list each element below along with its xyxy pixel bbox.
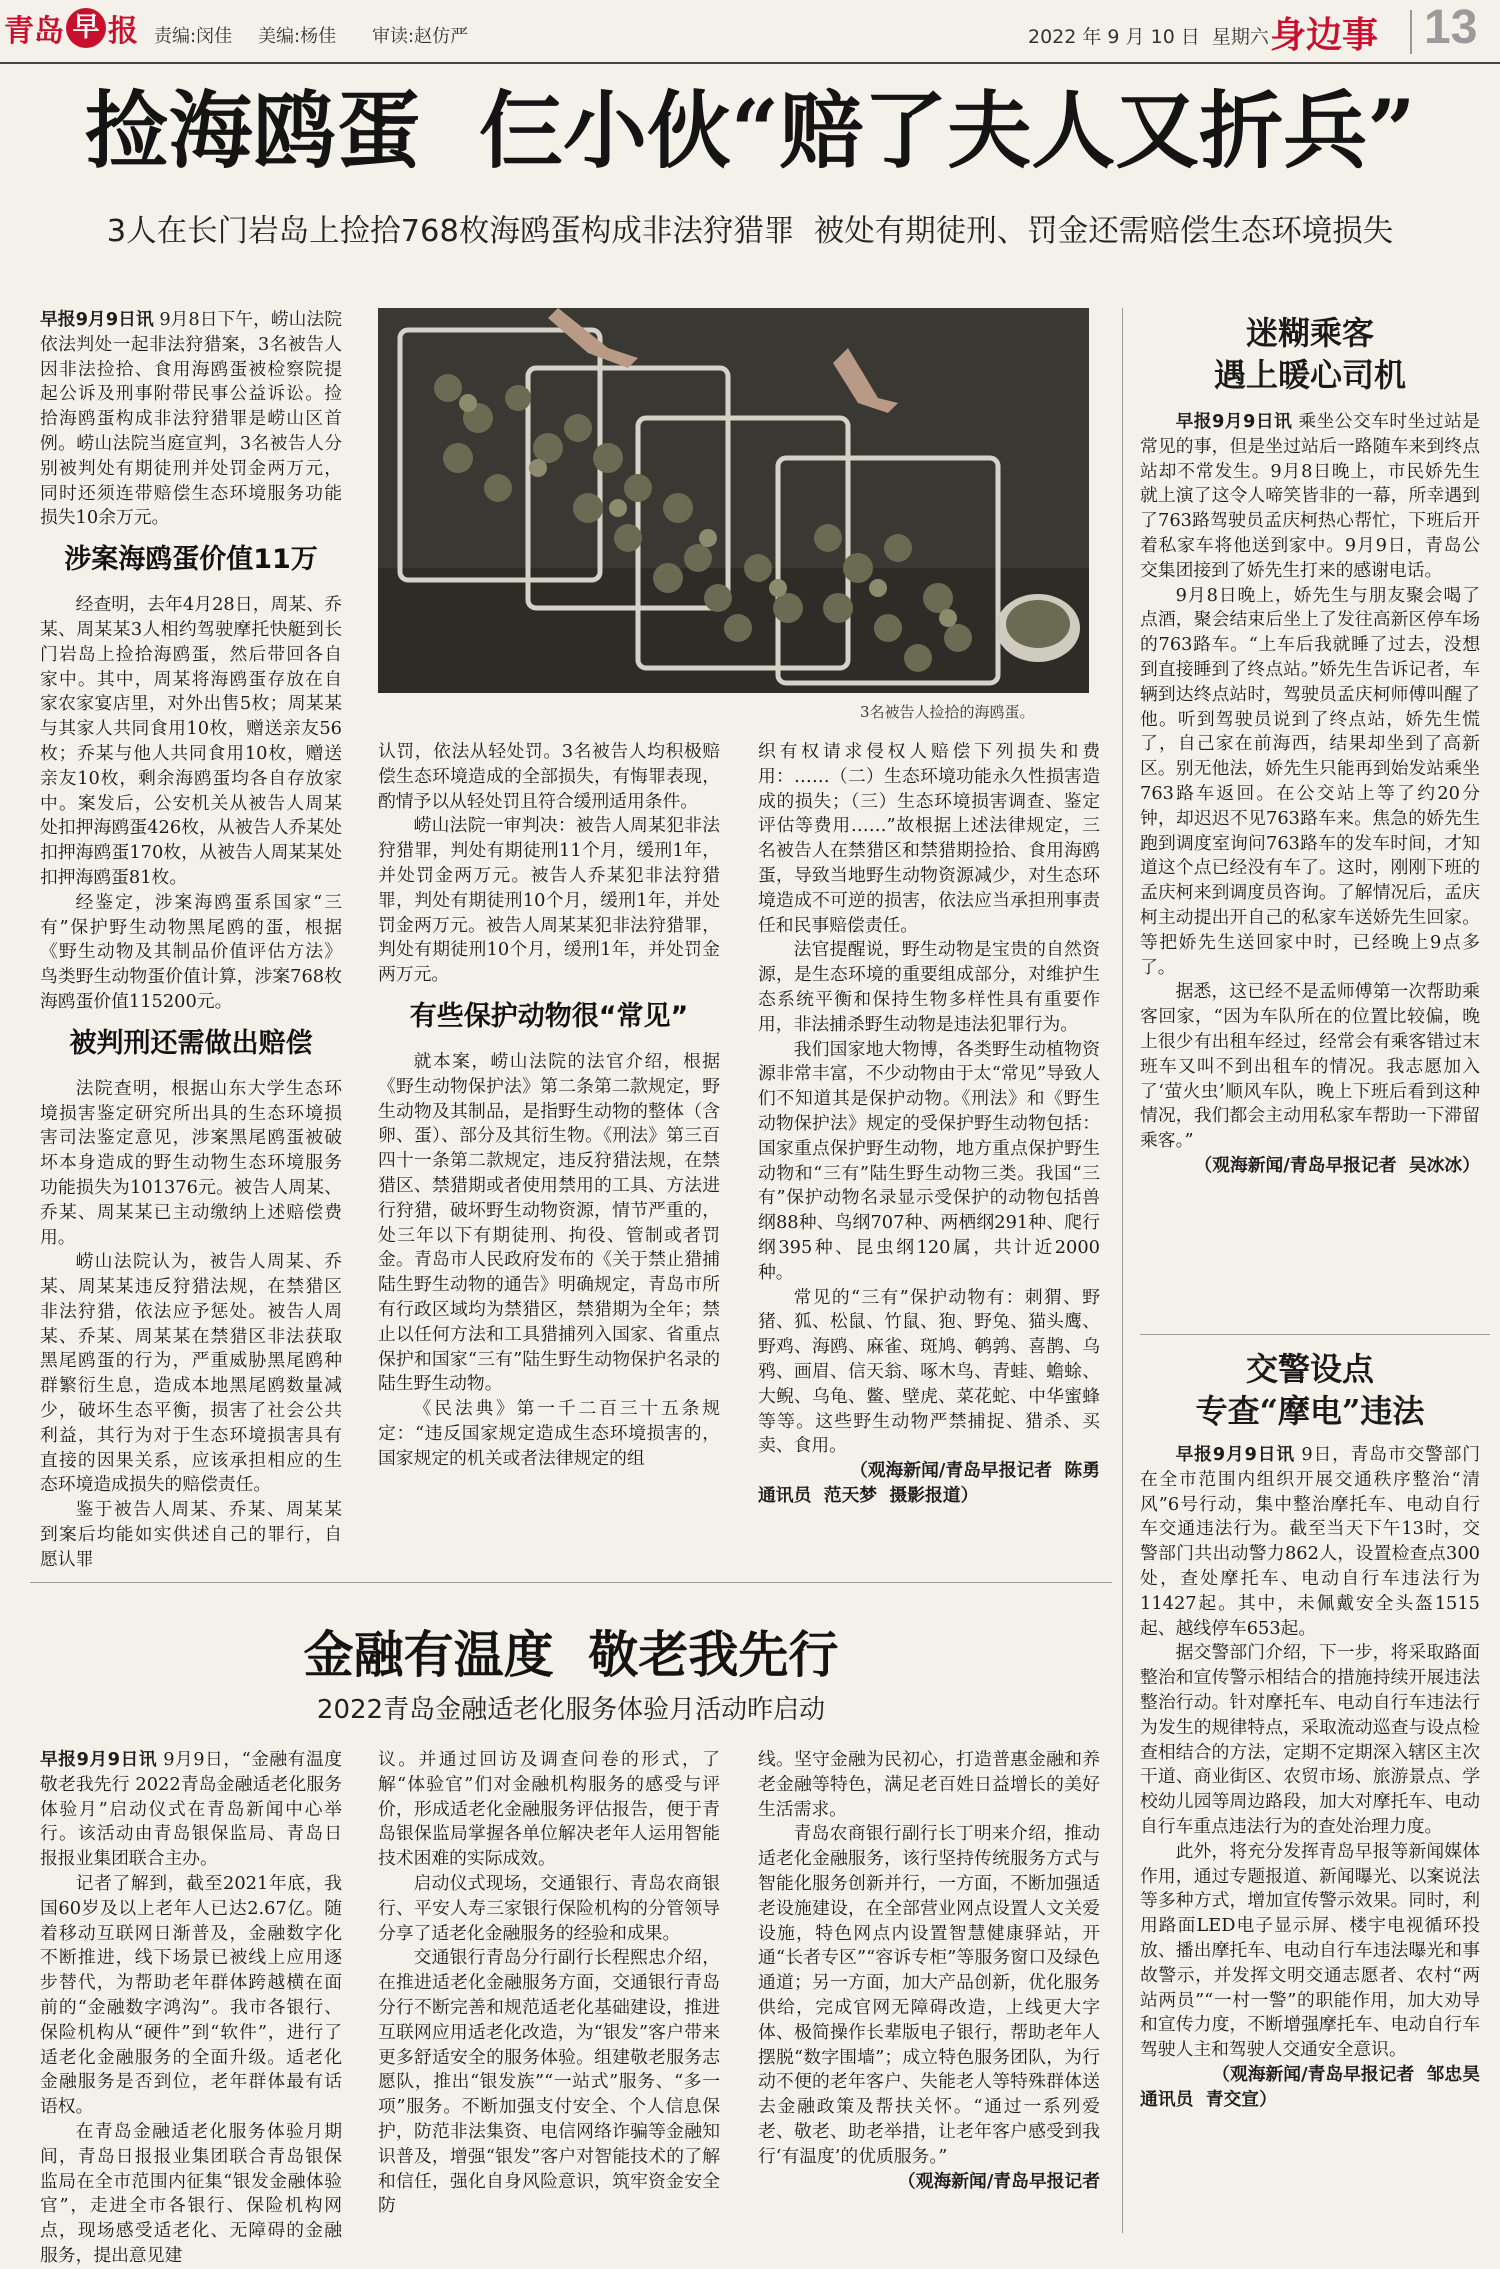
section-name: 身边事 [1270, 15, 1379, 56]
story1-paragraph: 鉴于被告人周某、乔某、周某某到案后均能如实供述自己的罪行，自愿认罪 [40, 1499, 342, 1570]
story3-paragraph: 此外，将充分发挥青岛早报等新闻媒体作用，通过专题报道、新闻曝光、以案说法等多种方式，增加宣传警示效果。同时，利用路面LED电子显示屏、楼宇电视循环投放、播出摩托车、电动自行车违法曝光和事故警示，并发挥文明交通志愿者、农村“两站两员”“一村一警”的职能作用，加大劝导和宣传力度，不断增强摩托车、电动自行车驾驶人主和驾驶人交通安全意识。 [1140, 1840, 1480, 2061]
story4-subhead: 2022青岛金融适老化服务体验月活动昨启动 [316, 1695, 826, 1725]
art-editor: 美编:杨佳 [258, 26, 337, 47]
story4-dateline: 早报9月9日讯 [40, 1749, 158, 1770]
story3-byline: 通讯员 青交宣） [1140, 2088, 1277, 2110]
story3-headline-line1: 交警设点 [1245, 1350, 1374, 1388]
story1-paragraph: 法官提醒说，野生动物是宝贵的自然资源，是生态环境的重要组成部分，对维护生态系统平衡和保持生物多样性具有重要作用，非法捕杀野生动物是违法犯罪行为。 [758, 939, 1100, 1035]
photo-caption: 3名被告人捡拾的海鸥蛋。 [860, 703, 1035, 721]
story1-paragraph: 我们国家地大物博，各类野生动植物资源非常丰富，不少动物由于太“常见”导致人们不知道其是保护动物。《刑法》和《野生动物保护法》规定的受保护野生动物包括：国家重点保护野生动物，地方重点保护野生动物和“三有”陆生野生动物三类。我国“三有”保护动物名录显示受保护的动物包括兽纲88种、鸟纲707种、两栖纲291种、爬行纲395种、昆虫纲120属，共计近2000种。 [758, 1038, 1100, 1283]
story1-column-1 [40, 308, 342, 1568]
paper-name-b: 早 [66, 8, 106, 48]
story1-subheading: 被判刑还需做出赔偿 [69, 1027, 313, 1059]
story3-paragraph: 9日，青岛市交警部门在全市范围内组织开展交通秩序整治“清风”6号行动，集中整治摩托车、电动自行车交通违法行为。截至当天下午13时，交警部门共出动警力862人，设置检查点300处，查处摩托车、电动自行车违法行为11427起。其中，未佩戴安全头盔1515起、越线停车653起。 [1140, 1444, 1480, 1639]
story2-headline-line2: 遇上暖心司机 [1213, 356, 1406, 394]
masthead-divider [1410, 10, 1412, 54]
story1-subheading: 涉案海鸥蛋价值11万 [64, 544, 318, 576]
masthead-rule [0, 62, 1500, 64]
story3-headline-line2: 专查“摩电”违法 [1195, 1392, 1425, 1430]
paper-name-a: 青岛 [4, 14, 64, 49]
story2-paragraph: 9月8日晚上，娇先生与朋友聚会喝了点酒，聚会结束后坐上了发往高新区停车场的763路车。“上车后我就睡了过去，没想到直接睡到了终点站。”娇先生告诉记者，车辆到达终点站时，驾驶员孟庆柯师傅叫醒了他。听到驾驶员说到了终点站，娇先生慌了，自己家在前海西，结果却坐到了高新区。别无他法，娇先生只能再到始发站乘坐763路车返回。在公交站上等了约20分钟，却迟迟不见763路车来。焦急的娇先生跑到调度室询问763路车的发车时间，才知道这个点已经没有车了。这时，刚刚下班的孟庆柯来到调度员咨询。了解情况后，孟庆柯主动提出开自己的私家车送娇先生回家。等把娇先生送回家中时，已经晚上9点多了。 [1140, 584, 1480, 978]
story1-paragraph: 织有权请求侵权人赔偿下列损失和费用：……（二）生态环境功能永久性损害造成的损失；（三）生态环境损害调查、鉴定评估等费用……”故根据上述法律规定，三名被告人在禁猎区和禁猎期捡拾、食用海鸥蛋，导致当地野生动物资源减少，对生态环境造成不可逆的损害，依法应当承担刑事责任和民事赔偿责任。 [758, 741, 1100, 936]
story1-dateline: 早报9月9日讯 [40, 309, 154, 330]
story-divider [1140, 1334, 1490, 1335]
story4-column-2 [378, 1748, 720, 2237]
story1-headline: 捡海鸥蛋 仨小伙“赔了夫人又折兵” [84, 81, 1416, 180]
paper-logo [4, 6, 138, 50]
story1-paragraph: 崂山法院认为，被告人周某、乔某、周某某违反狩猎法规，在禁猎区非法狩猎，依法应予惩处。被告人周某、乔某、周某某在禁猎区非法获取黑尾鸥蛋的行为，严重威胁黑尾鸥种群繁衍生息，造成本地黑尾鸥数量减少，破坏生态平衡，损害了社会公共利益，其行为对于生态环境损害具有直接的因果关系，应该承担相应的生态环境造成损失的赔偿责任。 [40, 1251, 342, 1496]
responsible-editor: 责编:闵佳 [154, 26, 233, 47]
story4-paragraph: 9月9日，“金融有温度 敬老我先行 2022青岛金融适老化服务体验月”启动仪式在青岛新闻中心举行。该活动由青岛银保监局、青岛日报报业集团联合主办。 [40, 1749, 342, 1870]
story4-headline: 金融有温度 敬老我先行 [303, 1625, 839, 1684]
story-divider [30, 1582, 1112, 1583]
story3-headline [1140, 1348, 1480, 1432]
story1-paragraph: 经查明，去年4月28日，周某、乔某、周某某3人相约驾驶摩托快艇到长门岩岛上捡拾海鸥蛋，然后带回各自家中。其中，周某将海鸥蛋存放在自家农家宴店里，对外出售5枚；周某某与其家人共同食用10枚，赠送亲友56枚；乔某与他人共同食用10枚，赠送亲友10枚，剩余海鸥蛋均各自存放家中。案发后，公安机关从被告人周某处扣押海鸥蛋426枚，从被告人乔某处扣押海鸥蛋170枚，从被告人周某某处扣押海鸥蛋81枚。 [40, 594, 342, 888]
masthead [0, 0, 1500, 62]
story1-paragraph: 经鉴定，涉案海鸥蛋系国家“三有”保护野生动物黑尾鸥的蛋，根据《野生动物及其制品价值评估方法》鸟类野生动物蛋价值计算，涉案768枚海鸥蛋价值115200元。 [40, 891, 342, 1012]
story4-paragraph: 青岛农商银行副行长丁明来介绍，推动适老化金融服务，该行坚持传统服务方式与智能化服务创新并行，一方面，不断加强适老设施建设，在全部营业网点设置人文关爱设施，特色网点内设置智慧健康驿站，开通“长者专区”“容诉专柜”等服务窗口及绿色通道；另一方面，加大产品创新，优化服务供给，完成官网无障碍改造，上线更大字体、极简操作长辈版电子银行，帮助老年人摆脱“数字围墙”；成立特色服务团队，为行动不便的老年客户、失能老人等特殊群体送去金融政策及帮扶关怀。“通过一系列爱老、敬老、助老举措，让老年客户感受到我行‘有温度’的优质服务。” [758, 1823, 1100, 2167]
story1-paragraph: 《民法典》第一千二百三十五条规定：“违反国家规定造成生态环境损害的，国家规定的机关或者法律规定的组 [378, 1398, 720, 1469]
story2-body [1140, 410, 1480, 1345]
story1-column-3 [758, 740, 1100, 1575]
story4-paragraph: 记者了解到，截至2021年底，我国60岁及以上老年人已达2.67亿。随着移动互联网日渐普及，金融数字化不断推进，线下场景已被线上应用逐步替代，为帮助老年群体跨越横在面前的“金融数字鸿沟”。我市各银行、保险机构从“硬件”到“软件”，进行了适老化金融服务的全面升级。适老化金融服务是否到位，老年群体最有话语权。 [40, 1872, 342, 2118]
story2-headline-line1: 迷糊乘客 [1245, 314, 1374, 352]
paper-name-c: 报 [108, 14, 138, 49]
story1-paragraph: 崂山法院一审判决：被告人周某犯非法狩猎罪，判处有期徒刑11个月，缓刑1年，并处罚金两万元。被告人乔某犯非法狩猎罪，判处有期徒刑10个月，缓刑1年，并处罚金两万元。被告人周某某犯非法狩猎罪，判处有期徒刑10个月，缓刑1年，并处罚金两万元。 [378, 815, 720, 986]
story3-body [1140, 1443, 1480, 2233]
story1-byline: （观海新闻/青岛早报记者 陈勇 [849, 1460, 1100, 1482]
story1-paragraph: 法院查明，根据山东大学生态环境损害鉴定研究所出具的生态环境损害司法鉴定意见，涉案黑尾鸥蛋被破坏本身造成的野生动物生态环境服务功能损失为101376元。被告人周某、乔某、周某某已主动缴纳上述赔偿费用。 [40, 1077, 342, 1248]
story4-paragraph: 在青岛金融适老化服务体验月期间，青岛日报报业集团联合青岛银保监局在全市范围内征集“银发金融体验官”，走进全市各银行、保险机构网点，现场感受适老化、无障碍的金融服务，提出意见建 [40, 2120, 342, 2266]
eggs-photo [378, 308, 1089, 693]
story3-dateline: 早报9月9日讯 [1175, 1444, 1295, 1465]
page-number: 13 [1424, 1, 1478, 54]
story4-paragraph: 启动仪式现场，交通银行、青岛农商银行、平安人寿三家银行保险机构的分管领导分享了适老化金融服务的经验和成果。 [378, 1872, 720, 1944]
story1-subheading: 有些保护动物很“常见” [409, 1000, 689, 1032]
story4-column-3 [758, 1748, 1100, 2237]
story3-paragraph: 据交警部门介绍，下一步，将采取路面整治和宣传警示相结合的措施持续开展违法整治行动。针对摩托车、电动自行车违法行为发生的规律特点，采取流动巡查与设点检查相结合的方法，定期不定期深入辖区主次干道、商业街区、农贸市场、旅游景点、学校幼儿园等周边路段，加大对摩托车、电动自行车重点违法行为的查处治理力度。 [1140, 1642, 1480, 1837]
issue-date: 2022 年 9 月 10 日 星期六 [1028, 26, 1269, 48]
story1-paragraph: 9月8日下午，崂山法院依法判处一起非法狩猎案，3名被告人因非法捡拾、食用海鸥蛋被检察院提起公诉及刑事附带民事公益诉讼。捡拾海鸥蛋构成非法狩猎罪是崂山区首例。崂山法院当庭宣判，3名被告人分别被判处有期徒刑并处罚金两万元，同时还须连带赔偿生态环境服务功能损失10余万元。 [40, 309, 342, 529]
column-divider [1122, 308, 1123, 2233]
story4-byline: （观海新闻/青岛早报记者 [897, 2170, 1100, 2192]
story1-paragraph: 就本案，崂山法院的法官介绍，根据《野生动物保护法》第二条第二款规定，野生动物及其制品，是指野生动物的整体（含卵、蛋）、部分及其衍生物。《刑法》第三百四十一条第二款规定，违反狩猎法规，在禁猎区、禁猎期或者使用禁用的工具、方法进行狩猎，破坏野生动物资源，情节严重的，处三年以下有期徒刑、拘役、管制或者罚金。青岛市人民政府发布的《关于禁止猎捕陆生野生动物的通告》明确规定，青岛市所有行政区域均为禁猎区，禁猎期为全年；禁止以任何方法和工具猎捕列入国家、省重点保护和国家“三有”陆生野生动物保护名录的陆生野生动物。 [378, 1050, 720, 1395]
story2-paragraph: 乘坐公交车时坐过站是常见的事，但是坐过站后一路随车来到终点站却不常发生。9月8日晚上，市民娇先生就上演了这令人啼笑皆非的一幕，所幸遇到了763路驾驶员孟庆柯热心帮忙，下班后开着私家车将他送到家中。9月9日，青岛公交集团接到了娇先生打来的感谢电话。 [1140, 411, 1481, 581]
story1-paragraph: 认罚，依法从轻处罚。3名被告人均积极赔偿生态环境造成的全部损失，有悔罪表现，酌情予以从轻处罚且符合缓刑适用条件。 [378, 741, 720, 812]
story2-headline [1140, 312, 1480, 396]
reviewer: 审读:赵仿严 [372, 26, 469, 47]
story4-column-1 [40, 1748, 342, 2266]
story1-byline: 通讯员 范天梦 摄影报道） [758, 1484, 979, 1506]
story2-dateline: 早报9月9日讯 [1175, 411, 1293, 432]
story2-paragraph: 据悉，这已经不是孟师傅第一次帮助乘客回家，“因为车队所在的位置比较偏，晚上很少有出租车经过，经常会有乘客错过末班车又叫不到出租车的情况。我志愿加入了‘萤火虫’顺风车队，晚上下班后看到这种情况，我们都会主动用私家车帮助一下滞留乘客。” [1140, 981, 1480, 1152]
story4-paragraph: 线。坚守金融为民初心，打造普惠金融和养老金融等特色，满足老百姓日益增长的美好生活需求。 [758, 1749, 1100, 1820]
story2-byline: （观海新闻/青岛早报记者 吴冰冰） [1194, 1154, 1480, 1176]
story1-column-2 [378, 740, 720, 1570]
story1-subhead: 3人在长门岩岛上捡拾768枚海鸥蛋构成非法狩猎罪 被处有期徒刑、罚金还需赔偿生态环境损失 [106, 214, 1394, 249]
story1-paragraph: 常见的“三有”保护动物有：刺猬、野猪、狐、松鼠、竹鼠、狍、野兔、猫头鹰、野鸡、海鸥、麻雀、斑鸠、鹌鹑、喜鹊、乌鸦、画眉、信天翁、啄木鸟、青蛙、蟾蜍、大鲵、乌龟、鳖、壁虎、菜花蛇、中华蜜蜂等等。这些野生动物严禁捕捉、猎杀、买卖、食用。 [758, 1286, 1100, 1457]
story3-byline: （观海新闻/青岛早报记者 邹忠昊 [1212, 2063, 1480, 2085]
story4-paragraph: 交通银行青岛分行副行长程熙忠介绍，在推进适老化金融服务方面，交通银行青岛分行不断完善和规范适老化基础建设，推进互联网应用适老化改造，为“银发”客户带来更多舒适安全的服务体验。组建敬老服务志愿队，推出“银发族”“一站式”服务、“多一项”服务。不断加强支付安全、个人信息保护，防范非法集资、电信网络诈骗等金融知识普及，增强“银发”客户对智能技术的了解和信任，强化自身风险意识，筑牢资金安全防 [378, 1947, 720, 2217]
story4-paragraph: 议。并通过回访及调查问卷的形式，了解“体验官”们对金融机构服务的感受与评价，形成适老化金融服务评估报告，便于青岛银保监局掌握各单位解决老年人运用智能技术困难的实际成效。 [378, 1749, 720, 1870]
